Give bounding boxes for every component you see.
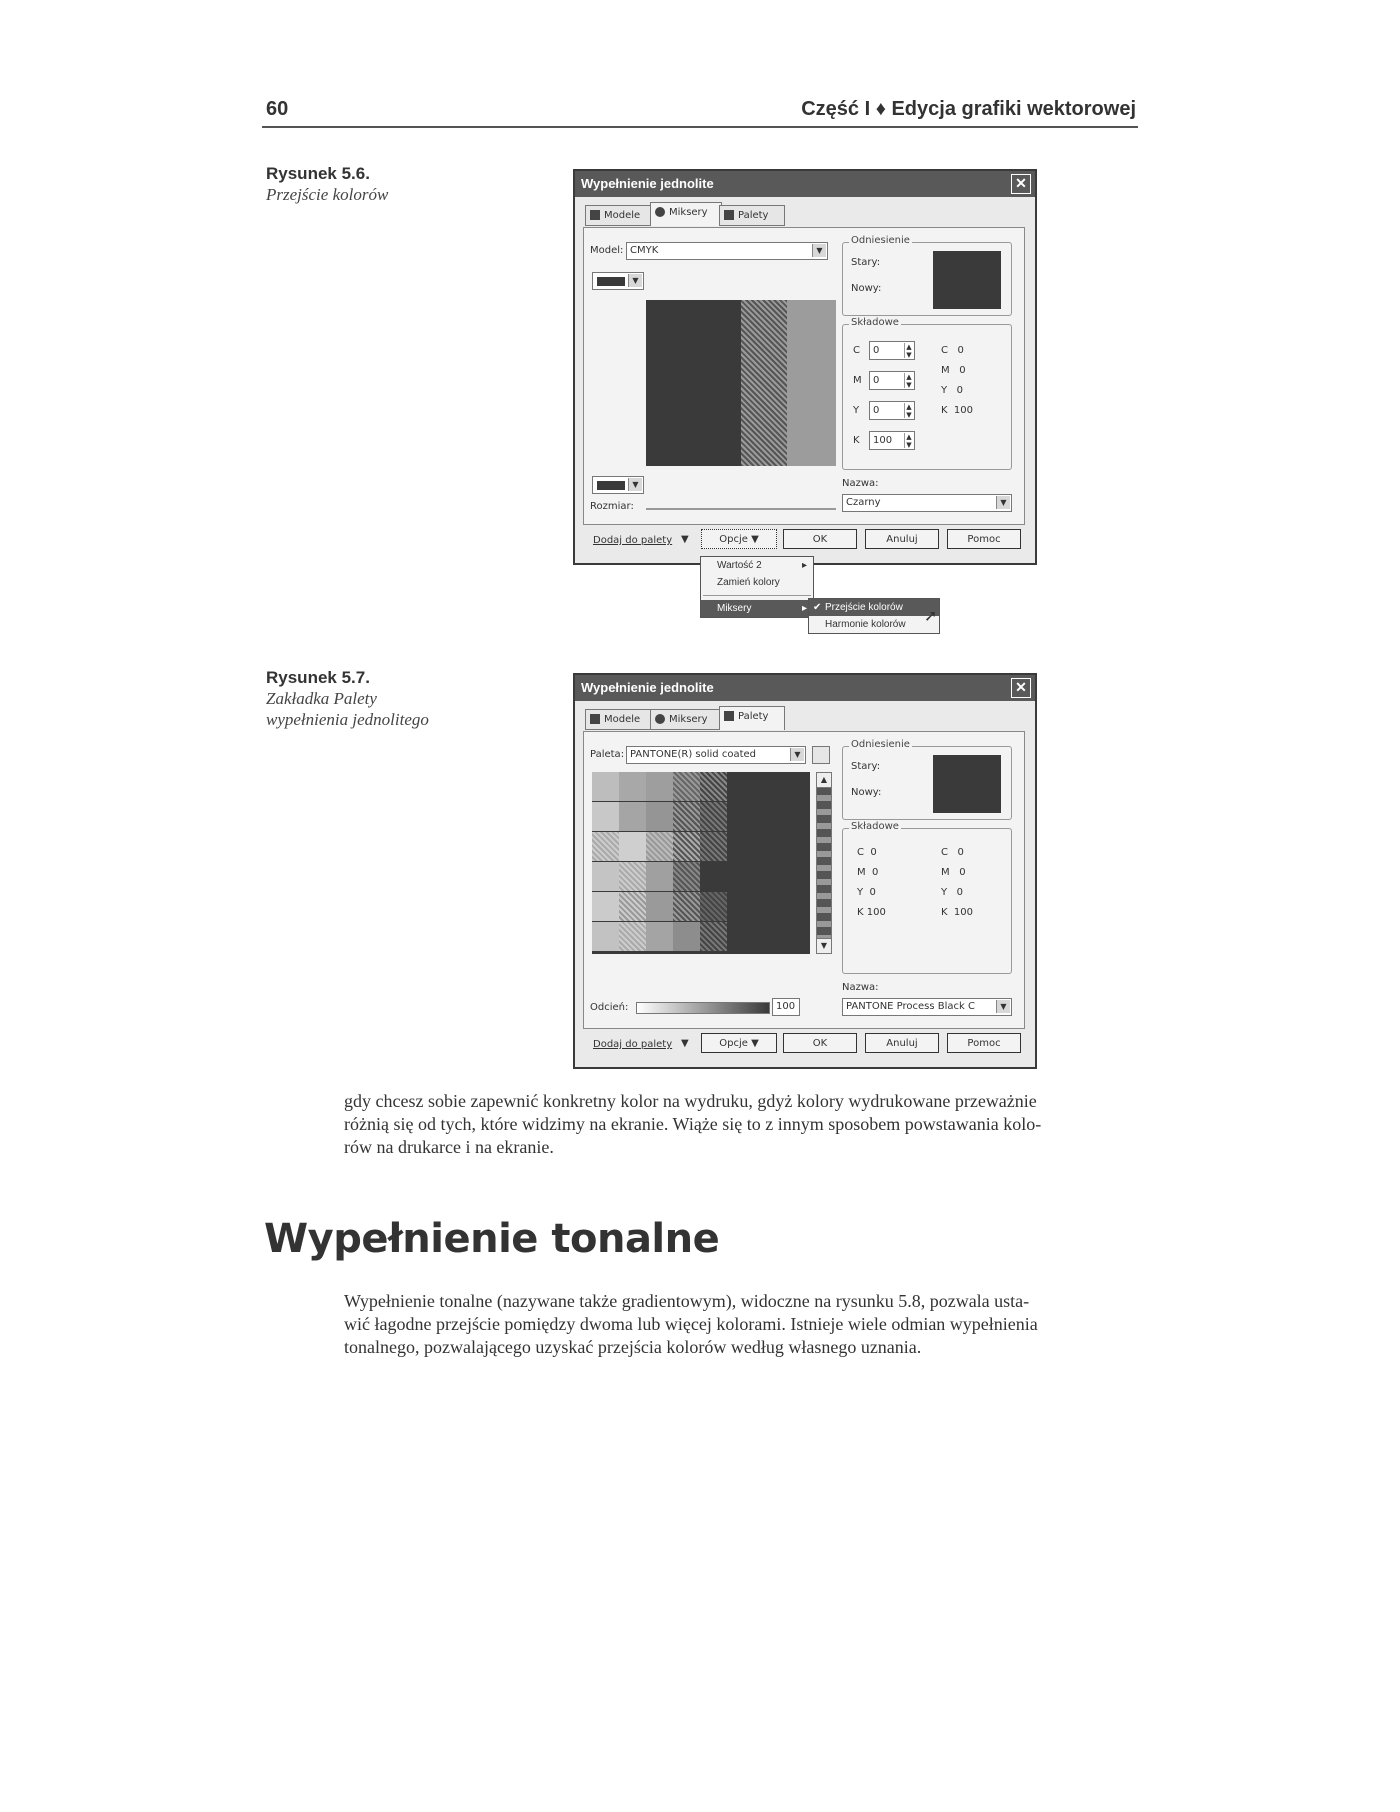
models-icon [590, 210, 600, 220]
name-label: Nazwa: [842, 982, 879, 993]
k-input[interactable]: 100 ▲ ▼ [869, 431, 915, 450]
checkmark-icon: ✔ [813, 602, 822, 613]
palettes-icon [724, 711, 734, 721]
close-icon[interactable]: ✕ [1011, 678, 1031, 698]
palette-dropdown[interactable]: PANTONE(R) solid coated ▼ [626, 746, 806, 764]
menu-item-value2[interactable]: Wartość 2 ▸ [717, 560, 807, 571]
dialog-title-bar [575, 675, 1035, 701]
chevron-down-icon[interactable]: ▼ [681, 534, 689, 545]
scroll-up-icon[interactable]: ▲ [817, 773, 831, 788]
size-label: Rozmiar: [590, 501, 634, 512]
chevron-down-icon: ▼ [812, 244, 826, 257]
add-to-palette-button[interactable]: Dodaj do palety [593, 1039, 673, 1050]
shade-input[interactable]: 100 [772, 998, 800, 1016]
components-group: Składowe C 0 M 0 Y 0 K 100 C 0 M 0 Y 0 K 100 [842, 828, 1012, 974]
figure-label: Rysunek 5.7. [266, 668, 370, 687]
y-label: Y [853, 405, 860, 416]
dialog-title-bar [575, 171, 1035, 197]
palettes-icon [724, 210, 734, 220]
name-label: Nazwa: [842, 478, 879, 489]
color-swatch [597, 277, 625, 286]
models-icon [590, 714, 600, 724]
ok-button[interactable]: OK [783, 529, 857, 549]
scroll-down-icon[interactable]: ▼ [817, 938, 831, 953]
reference-swatch [933, 251, 1001, 309]
body-paragraph: gdy chcesz sobie zapewnić konkretny kolor na wydruku, gdyż kolory wydrukowane przeważnie różnią się od tych, które widzimy na ekranie. Wiąże się to z innym sposobem powstawania kolo- rów na drukarce i na ekranie. [344, 1091, 1042, 1157]
header-rule [262, 126, 1138, 128]
c-label: C [853, 345, 860, 356]
options-menu [700, 556, 814, 618]
options-button[interactable]: Opcje ▼ [701, 1033, 777, 1053]
options-button[interactable]: Opcje ▼ [701, 529, 777, 549]
mixers-icon [655, 207, 665, 217]
tab-panel [583, 731, 1025, 1029]
mixers-icon [655, 714, 665, 724]
palette-label: Paleta: [590, 749, 625, 760]
spin-arrows-icon[interactable]: ▲ ▼ [904, 433, 913, 448]
running-header: Część I ♦ Edycja grafiki wektorowej [801, 98, 1136, 120]
body-paragraph: Wypełnienie tonalne (nazywane także gradientowym), widoczne na rysunku 5.8, pozwala usta- wić łagodne przejście pomiędzy dwoma lub więcej kolorami. Istnieje wiele odmian wypełnienia tonalnego, pozwalającego uzyskać przejścia kolorów według własnego uznania. [344, 1291, 1038, 1357]
color-picker-1[interactable] [592, 272, 644, 290]
menu-item-color-harmonies[interactable]: Harmonie kolorów [825, 619, 906, 630]
tab-palettes[interactable]: Palety [719, 205, 785, 226]
reference-group: Odniesienie Stary: Nowy: [842, 242, 1012, 316]
chevron-down-icon[interactable]: ▼ [681, 1038, 689, 1049]
shade-slider[interactable] [636, 1002, 770, 1014]
dialog-title: Wypełnienie jednolite [581, 176, 714, 191]
cancel-button[interactable]: Anuluj [865, 529, 939, 549]
figure-label: Rysunek 5.6. [266, 164, 370, 183]
section-heading: Wypełnienie tonalne [264, 1216, 720, 1262]
cmyk-values-left: C 0 M 0 Y 0 K 100 [857, 847, 886, 918]
color-picker-2[interactable] [592, 476, 644, 494]
figure-caption: Zakładka Palety wypełnienia jednolitego [266, 689, 429, 729]
new-label: Nowy: [851, 283, 882, 294]
old-label: Stary: [851, 257, 881, 268]
add-to-palette-button[interactable]: Dodaj do palety [593, 535, 673, 546]
palette-scrollbar[interactable] [816, 772, 832, 954]
spin-arrows-icon[interactable]: ▲ ▼ [904, 343, 913, 358]
palette-editor-icon[interactable] [812, 746, 830, 764]
solid-fill-dialog [573, 673, 1037, 1069]
mixers-submenu [808, 598, 940, 634]
palette-swatch-grid [592, 772, 810, 954]
help-button[interactable]: Pomoc [947, 1033, 1021, 1053]
name-dropdown[interactable]: Czarny ▼ [842, 494, 1012, 512]
size-slider[interactable] [646, 508, 836, 510]
ok-button[interactable]: OK [783, 1033, 857, 1053]
spin-arrows-icon[interactable]: ▲ ▼ [904, 403, 913, 418]
tab-panel [583, 227, 1025, 525]
reference-swatch [933, 755, 1001, 813]
close-icon[interactable]: ✕ [1011, 174, 1031, 194]
model-dropdown[interactable]: CMYK ▼ [626, 242, 828, 260]
components-group: Składowe C 0 ▲ ▼ M 0 ▲ ▼ Y 0 ▲ ▼ K 100 ▲ ▼ C 0 M 0 Y 0 K 100 [842, 324, 1012, 470]
color-blend-preview [646, 300, 836, 466]
tab-models[interactable]: Modele [585, 205, 653, 226]
color-swatch [597, 481, 625, 490]
menu-item-mixers[interactable]: Miksery ▸ [701, 600, 813, 617]
shade-label: Odcień: [590, 1002, 629, 1013]
spin-arrows-icon[interactable]: ▲ ▼ [904, 373, 913, 388]
menu-item-swap-colors[interactable]: Zamień kolory [717, 577, 780, 588]
chevron-down-icon: ▼ [996, 496, 1010, 509]
tab-mixers[interactable]: Miksery [650, 202, 722, 226]
dialog-title: Wypełnienie jednolite [581, 680, 714, 695]
cursor-icon: ➚ [924, 608, 938, 625]
model-label: Model: [590, 245, 624, 256]
c-input[interactable]: 0 ▲ ▼ [869, 341, 915, 360]
figure-caption: Przejście kolorów [266, 185, 389, 204]
chevron-down-icon: ▼ [790, 748, 804, 761]
chevron-down-icon: ▼ [996, 1000, 1010, 1013]
menu-item-color-blend[interactable]: ✔ Przejście kolorów [809, 599, 939, 616]
chevron-down-icon: ▼ [628, 478, 642, 491]
m-input[interactable]: 0 ▲ ▼ [869, 371, 915, 390]
solid-fill-dialog [573, 169, 1037, 565]
tab-palettes[interactable]: Palety [719, 706, 785, 730]
chevron-down-icon: ▼ [628, 274, 642, 287]
new-label: Nowy: [851, 787, 882, 798]
tab-models[interactable]: Modele [585, 709, 653, 730]
menu-separator [703, 595, 811, 596]
help-button[interactable]: Pomoc [947, 529, 1021, 549]
old-label: Stary: [851, 761, 881, 772]
page-number: 60 [266, 98, 289, 120]
y-input[interactable]: 0 ▲ ▼ [869, 401, 915, 420]
reference-group: Odniesienie Stary: Nowy: [842, 746, 1012, 820]
m-label: M [853, 375, 862, 386]
name-dropdown[interactable]: PANTONE Process Black C ▼ [842, 998, 1012, 1016]
cancel-button[interactable]: Anuluj [865, 1033, 939, 1053]
cmyk-values-right: C 0 M 0 Y 0 K 100 [941, 847, 974, 918]
tab-mixers[interactable]: Miksery [650, 709, 722, 730]
k-label: K [853, 435, 860, 446]
cmyk-readout: C 0 M 0 Y 0 K 100 [941, 345, 974, 416]
